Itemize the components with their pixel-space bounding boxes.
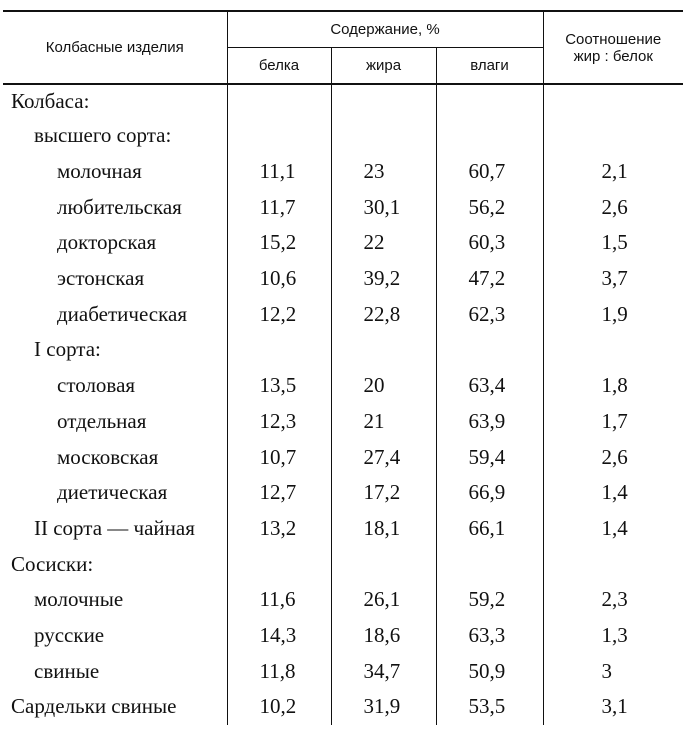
product-name-cell: эстонская bbox=[57, 266, 145, 291]
product-name-cell: молочная bbox=[57, 159, 142, 184]
protein-cell: 14,3 bbox=[227, 618, 331, 654]
protein-cell: 10,2 bbox=[227, 689, 331, 725]
table-row bbox=[3, 618, 683, 654]
table-row bbox=[3, 118, 683, 154]
fat-cell: 31,9 bbox=[331, 689, 436, 725]
table-body bbox=[3, 84, 683, 725]
header-product: Колбасные изделия bbox=[45, 39, 184, 56]
moisture-cell: 63,3 bbox=[436, 618, 543, 654]
ratio-cell: 1,4 bbox=[543, 475, 683, 511]
product-name-cell: молочные bbox=[34, 587, 124, 612]
product-name-cell: свиные bbox=[34, 658, 100, 683]
ratio-cell: 1,7 bbox=[543, 404, 683, 440]
fat-cell: 23 bbox=[331, 154, 436, 190]
moisture-cell bbox=[436, 118, 543, 154]
ratio-cell: 2,6 bbox=[543, 189, 683, 225]
protein-cell bbox=[227, 84, 331, 118]
table-header bbox=[3, 11, 683, 84]
header-ratio-line2: жир : белок bbox=[573, 47, 653, 65]
ratio-cell: 1,9 bbox=[543, 296, 683, 332]
protein-cell: 10,7 bbox=[227, 439, 331, 475]
fat-cell: 21 bbox=[331, 404, 436, 440]
fat-cell: 22,8 bbox=[331, 296, 436, 332]
protein-cell: 13,2 bbox=[227, 511, 331, 547]
ratio-cell: 3,7 bbox=[543, 261, 683, 297]
ratio-cell: 1,5 bbox=[543, 225, 683, 261]
fat-cell bbox=[331, 332, 436, 368]
moisture-cell: 63,9 bbox=[436, 404, 543, 440]
moisture-cell: 60,7 bbox=[436, 154, 543, 190]
fat-cell bbox=[331, 118, 436, 154]
protein-cell bbox=[227, 546, 331, 582]
table-row bbox=[3, 689, 683, 725]
moisture-cell: 59,2 bbox=[436, 582, 543, 618]
fat-cell: 39,2 bbox=[331, 261, 436, 297]
ratio-cell bbox=[543, 84, 683, 118]
product-name-cell: московская bbox=[57, 444, 159, 469]
ratio-cell: 1,8 bbox=[543, 368, 683, 404]
fat-cell bbox=[331, 546, 436, 582]
moisture-cell bbox=[436, 84, 543, 118]
ratio-cell bbox=[543, 546, 683, 582]
product-name-cell: диетическая bbox=[57, 480, 168, 505]
fat-cell: 18,6 bbox=[331, 618, 436, 654]
protein-cell: 11,1 bbox=[227, 154, 331, 190]
table-row bbox=[3, 261, 683, 297]
table-row bbox=[3, 296, 683, 332]
moisture-cell bbox=[436, 332, 543, 368]
table-row bbox=[3, 154, 683, 190]
protein-cell: 12,2 bbox=[227, 296, 331, 332]
table-row bbox=[3, 84, 683, 118]
protein-cell: 13,5 bbox=[227, 368, 331, 404]
protein-cell: 11,6 bbox=[227, 582, 331, 618]
product-name-cell: докторская bbox=[57, 230, 157, 255]
ratio-cell: 2,6 bbox=[543, 439, 683, 475]
fat-cell bbox=[331, 84, 436, 118]
product-name-cell: Сосиски: bbox=[11, 551, 94, 576]
moisture-cell: 66,9 bbox=[436, 475, 543, 511]
fat-cell: 34,7 bbox=[331, 653, 436, 689]
moisture-cell bbox=[436, 546, 543, 582]
header-ratio-line1: Соотношение bbox=[565, 30, 662, 48]
product-name-cell: столовая bbox=[57, 373, 136, 398]
product-name-cell: русские bbox=[34, 622, 105, 647]
product-name-cell: диабетическая bbox=[57, 301, 187, 326]
moisture-cell: 56,2 bbox=[436, 189, 543, 225]
table-row bbox=[3, 511, 683, 547]
moisture-cell: 60,3 bbox=[436, 225, 543, 261]
table-row bbox=[3, 332, 683, 368]
header-ratio bbox=[543, 11, 683, 84]
ratio-cell: 3 bbox=[543, 653, 683, 689]
product-name-cell: высшего сорта: bbox=[34, 123, 172, 148]
moisture-cell: 59,4 bbox=[436, 439, 543, 475]
product-name-cell: I сорта: bbox=[34, 337, 101, 362]
moisture-cell: 53,5 bbox=[436, 689, 543, 725]
table-row bbox=[3, 368, 683, 404]
product-name-cell: Колбаса: bbox=[11, 89, 90, 113]
ratio-cell: 3,1 bbox=[543, 689, 683, 725]
ratio-cell bbox=[543, 118, 683, 154]
protein-cell: 11,7 bbox=[227, 189, 331, 225]
table-row bbox=[3, 546, 683, 582]
moisture-cell: 50,9 bbox=[436, 653, 543, 689]
protein-cell bbox=[227, 118, 331, 154]
protein-cell: 10,6 bbox=[227, 261, 331, 297]
fat-cell: 20 bbox=[331, 368, 436, 404]
header-fat: жира bbox=[331, 47, 436, 84]
moisture-cell: 62,3 bbox=[436, 296, 543, 332]
ratio-cell: 2,1 bbox=[543, 154, 683, 190]
moisture-cell: 63,4 bbox=[436, 368, 543, 404]
product-name-cell: любительская bbox=[57, 194, 182, 219]
fat-cell: 22 bbox=[331, 225, 436, 261]
protein-cell: 12,7 bbox=[227, 475, 331, 511]
fat-cell: 27,4 bbox=[331, 439, 436, 475]
product-name-cell: Сардельки свиные bbox=[11, 694, 177, 719]
header-protein: белка bbox=[227, 47, 331, 84]
ratio-cell: 1,3 bbox=[543, 618, 683, 654]
header-content-group: Содержание, % bbox=[227, 11, 543, 47]
protein-cell: 11,8 bbox=[227, 653, 331, 689]
fat-cell: 18,1 bbox=[331, 511, 436, 547]
table-row bbox=[3, 475, 683, 511]
table-row bbox=[3, 582, 683, 618]
protein-cell: 12,3 bbox=[227, 404, 331, 440]
fat-cell: 17,2 bbox=[331, 475, 436, 511]
protein-cell bbox=[227, 332, 331, 368]
fat-cell: 30,1 bbox=[331, 189, 436, 225]
table-row bbox=[3, 225, 683, 261]
moisture-cell: 66,1 bbox=[436, 511, 543, 547]
product-name-cell: отдельная bbox=[57, 408, 147, 433]
fat-cell: 26,1 bbox=[331, 582, 436, 618]
protein-cell: 15,2 bbox=[227, 225, 331, 261]
moisture-cell: 47,2 bbox=[436, 261, 543, 297]
table-row bbox=[3, 404, 683, 440]
product-name-cell: II сорта — чайная bbox=[34, 515, 195, 540]
table-row bbox=[3, 653, 683, 689]
ratio-cell: 2,3 bbox=[543, 582, 683, 618]
sausage-composition-table bbox=[3, 10, 683, 725]
ratio-cell: 1,4 bbox=[543, 511, 683, 547]
header-moisture: влаги bbox=[436, 47, 543, 84]
ratio-cell bbox=[543, 332, 683, 368]
table-row bbox=[3, 439, 683, 475]
table-row bbox=[3, 189, 683, 225]
